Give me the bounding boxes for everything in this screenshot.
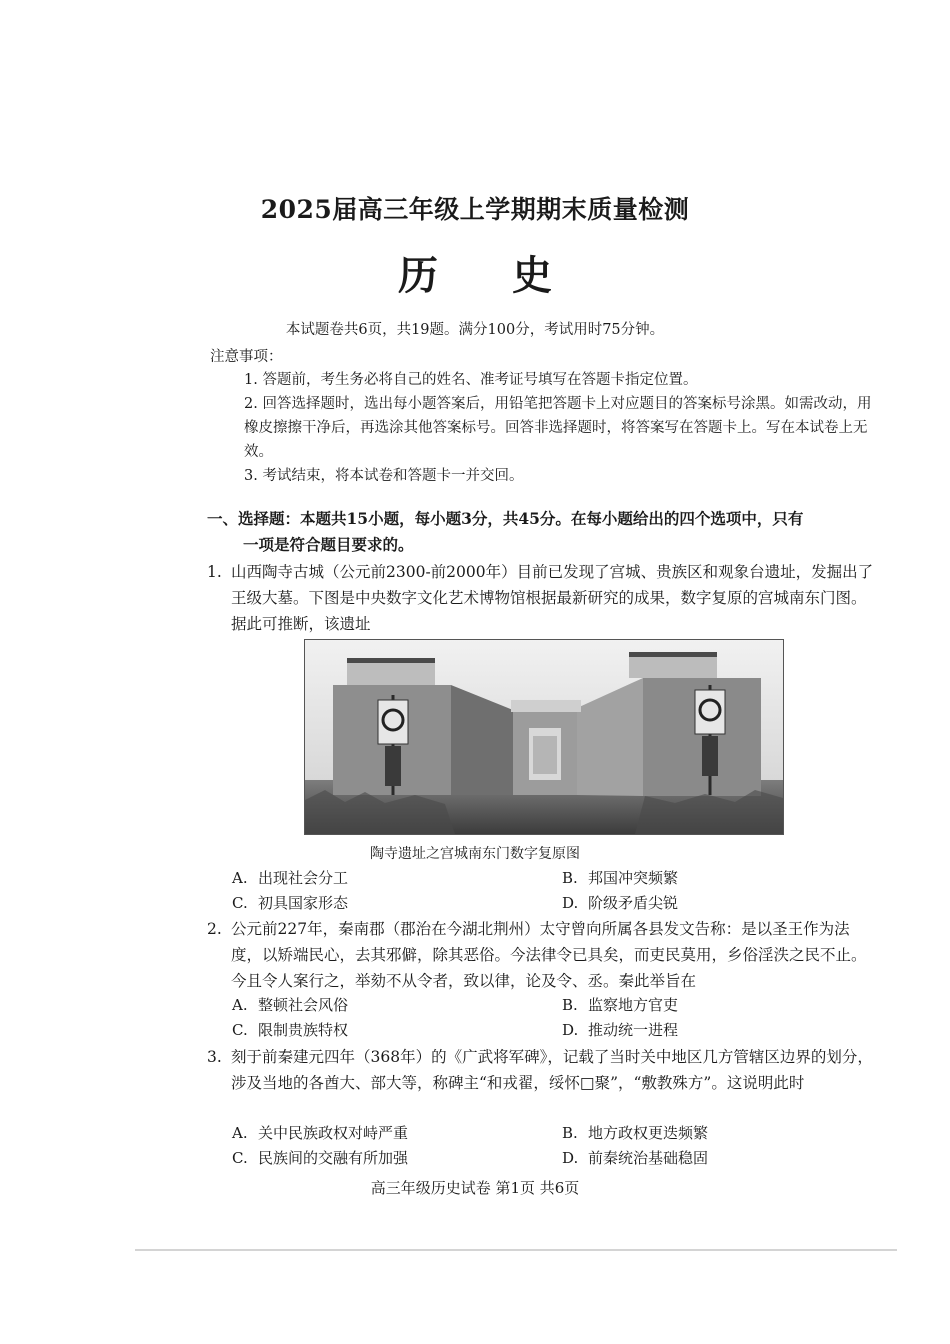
question-3 bbox=[207, 1044, 875, 1096]
section-heading-line1: 一、选择题：本题共15小题，每小题3分，共45分。在每小题给出的四个选项中，只有 bbox=[207, 509, 804, 528]
q3-option-d[interactable]: D. 前秦统治基础稳固 bbox=[562, 1149, 709, 1167]
notice-title: 注意事项： bbox=[210, 349, 283, 365]
q1-option-d[interactable]: D. 阶级矛盾尖锐 bbox=[562, 894, 679, 912]
notice-item-3: 3. 考试结束，将本试卷和答题卡一并交回。 bbox=[244, 468, 524, 484]
q3-option-c[interactable]: C. 民族间的交融有所加强 bbox=[232, 1149, 409, 1167]
question-1 bbox=[207, 559, 875, 637]
question-number: 3. bbox=[207, 1048, 222, 1066]
question-stem: 公元前227年，秦南郡（郡治在今湖北荆州）太守曾向所属各县发文告称：是以圣王作为法度，以矫端民心，去其邪僻，除其恶俗。今法律令已具矣，而吏民莫用，乡俗淫泆之民不止。今且令人案行之，举劾不从令者，致以律，论及令、丞。秦此举旨在 bbox=[231, 920, 867, 990]
section-heading-line2: 一项是符合题目要求的。 bbox=[243, 535, 414, 554]
tao-si-gate-image bbox=[304, 639, 784, 835]
q1-option-a[interactable]: A. 出现社会分工 bbox=[232, 869, 349, 887]
q3-option-a[interactable]: A. 关中民族政权对峙严重 bbox=[232, 1124, 409, 1142]
exam-info: 本试题卷共6页，共19题。满分100分，考试用时75分钟。 bbox=[285, 322, 665, 338]
q3-option-b[interactable]: B. 地方政权更迭频繁 bbox=[562, 1124, 709, 1142]
notice-item-2: 2. 回答选择题时，选出每小题答案后，用铅笔把答题卡上对应题目的答案标号涂黑。如需改动，用橡皮擦擦干净后，再选涂其他答案标号。回答非选择题时，将答案写在答题卡上。写在本试卷上无效。 bbox=[244, 396, 872, 460]
question-number: 2. bbox=[207, 920, 222, 938]
q2-option-d[interactable]: D. 推动统一进程 bbox=[562, 1021, 679, 1039]
bottom-divider bbox=[135, 1249, 897, 1251]
notice-item-1: 1. 答题前，考生务必将自己的姓名、准考证号填写在答题卡指定位置。 bbox=[244, 372, 698, 388]
question-number: 1. bbox=[207, 563, 222, 581]
figure-caption: 陶寺遗址之宫城南东门数字复原图 bbox=[370, 846, 580, 862]
question-stem: 刻于前秦建元四年（368年）的《广武将军碑》，记载了当时关中地区几方管辖区边界的划分，涉及当地的各酋大、部大等，称碑主“和戎翟，绥怀□聚”，“敷教殊方”。这说明此时 bbox=[231, 1048, 873, 1092]
gate-illustration-icon bbox=[305, 640, 783, 834]
q2-option-b[interactable]: B. 监察地方官吏 bbox=[562, 996, 679, 1014]
section-heading bbox=[207, 506, 875, 558]
question-2 bbox=[207, 916, 875, 994]
page-footer: 高三年级历史试卷 第1页 共6页 bbox=[370, 1179, 580, 1197]
subject-title: 历 史 bbox=[398, 252, 582, 299]
exam-title: 2025届高三年级上学期期末质量检测 bbox=[260, 195, 690, 224]
q1-option-b[interactable]: B. 邦国冲突频繁 bbox=[562, 869, 679, 887]
q2-option-a[interactable]: A. 整顿社会风俗 bbox=[232, 996, 349, 1014]
q1-option-c[interactable]: C. 初具国家形态 bbox=[232, 894, 349, 912]
question-stem: 山西陶寺古城（公元前2300-前2000年）目前已发现了宫城、贵族区和观象台遗址，发掘出了王级大墓。下图是中央数字文化艺术博物馆根据最新研究的成果，数字复原的宫城南东门图。据此可推断，该遗址 bbox=[231, 563, 874, 633]
q2-option-c[interactable]: C. 限制贵族特权 bbox=[232, 1021, 349, 1039]
